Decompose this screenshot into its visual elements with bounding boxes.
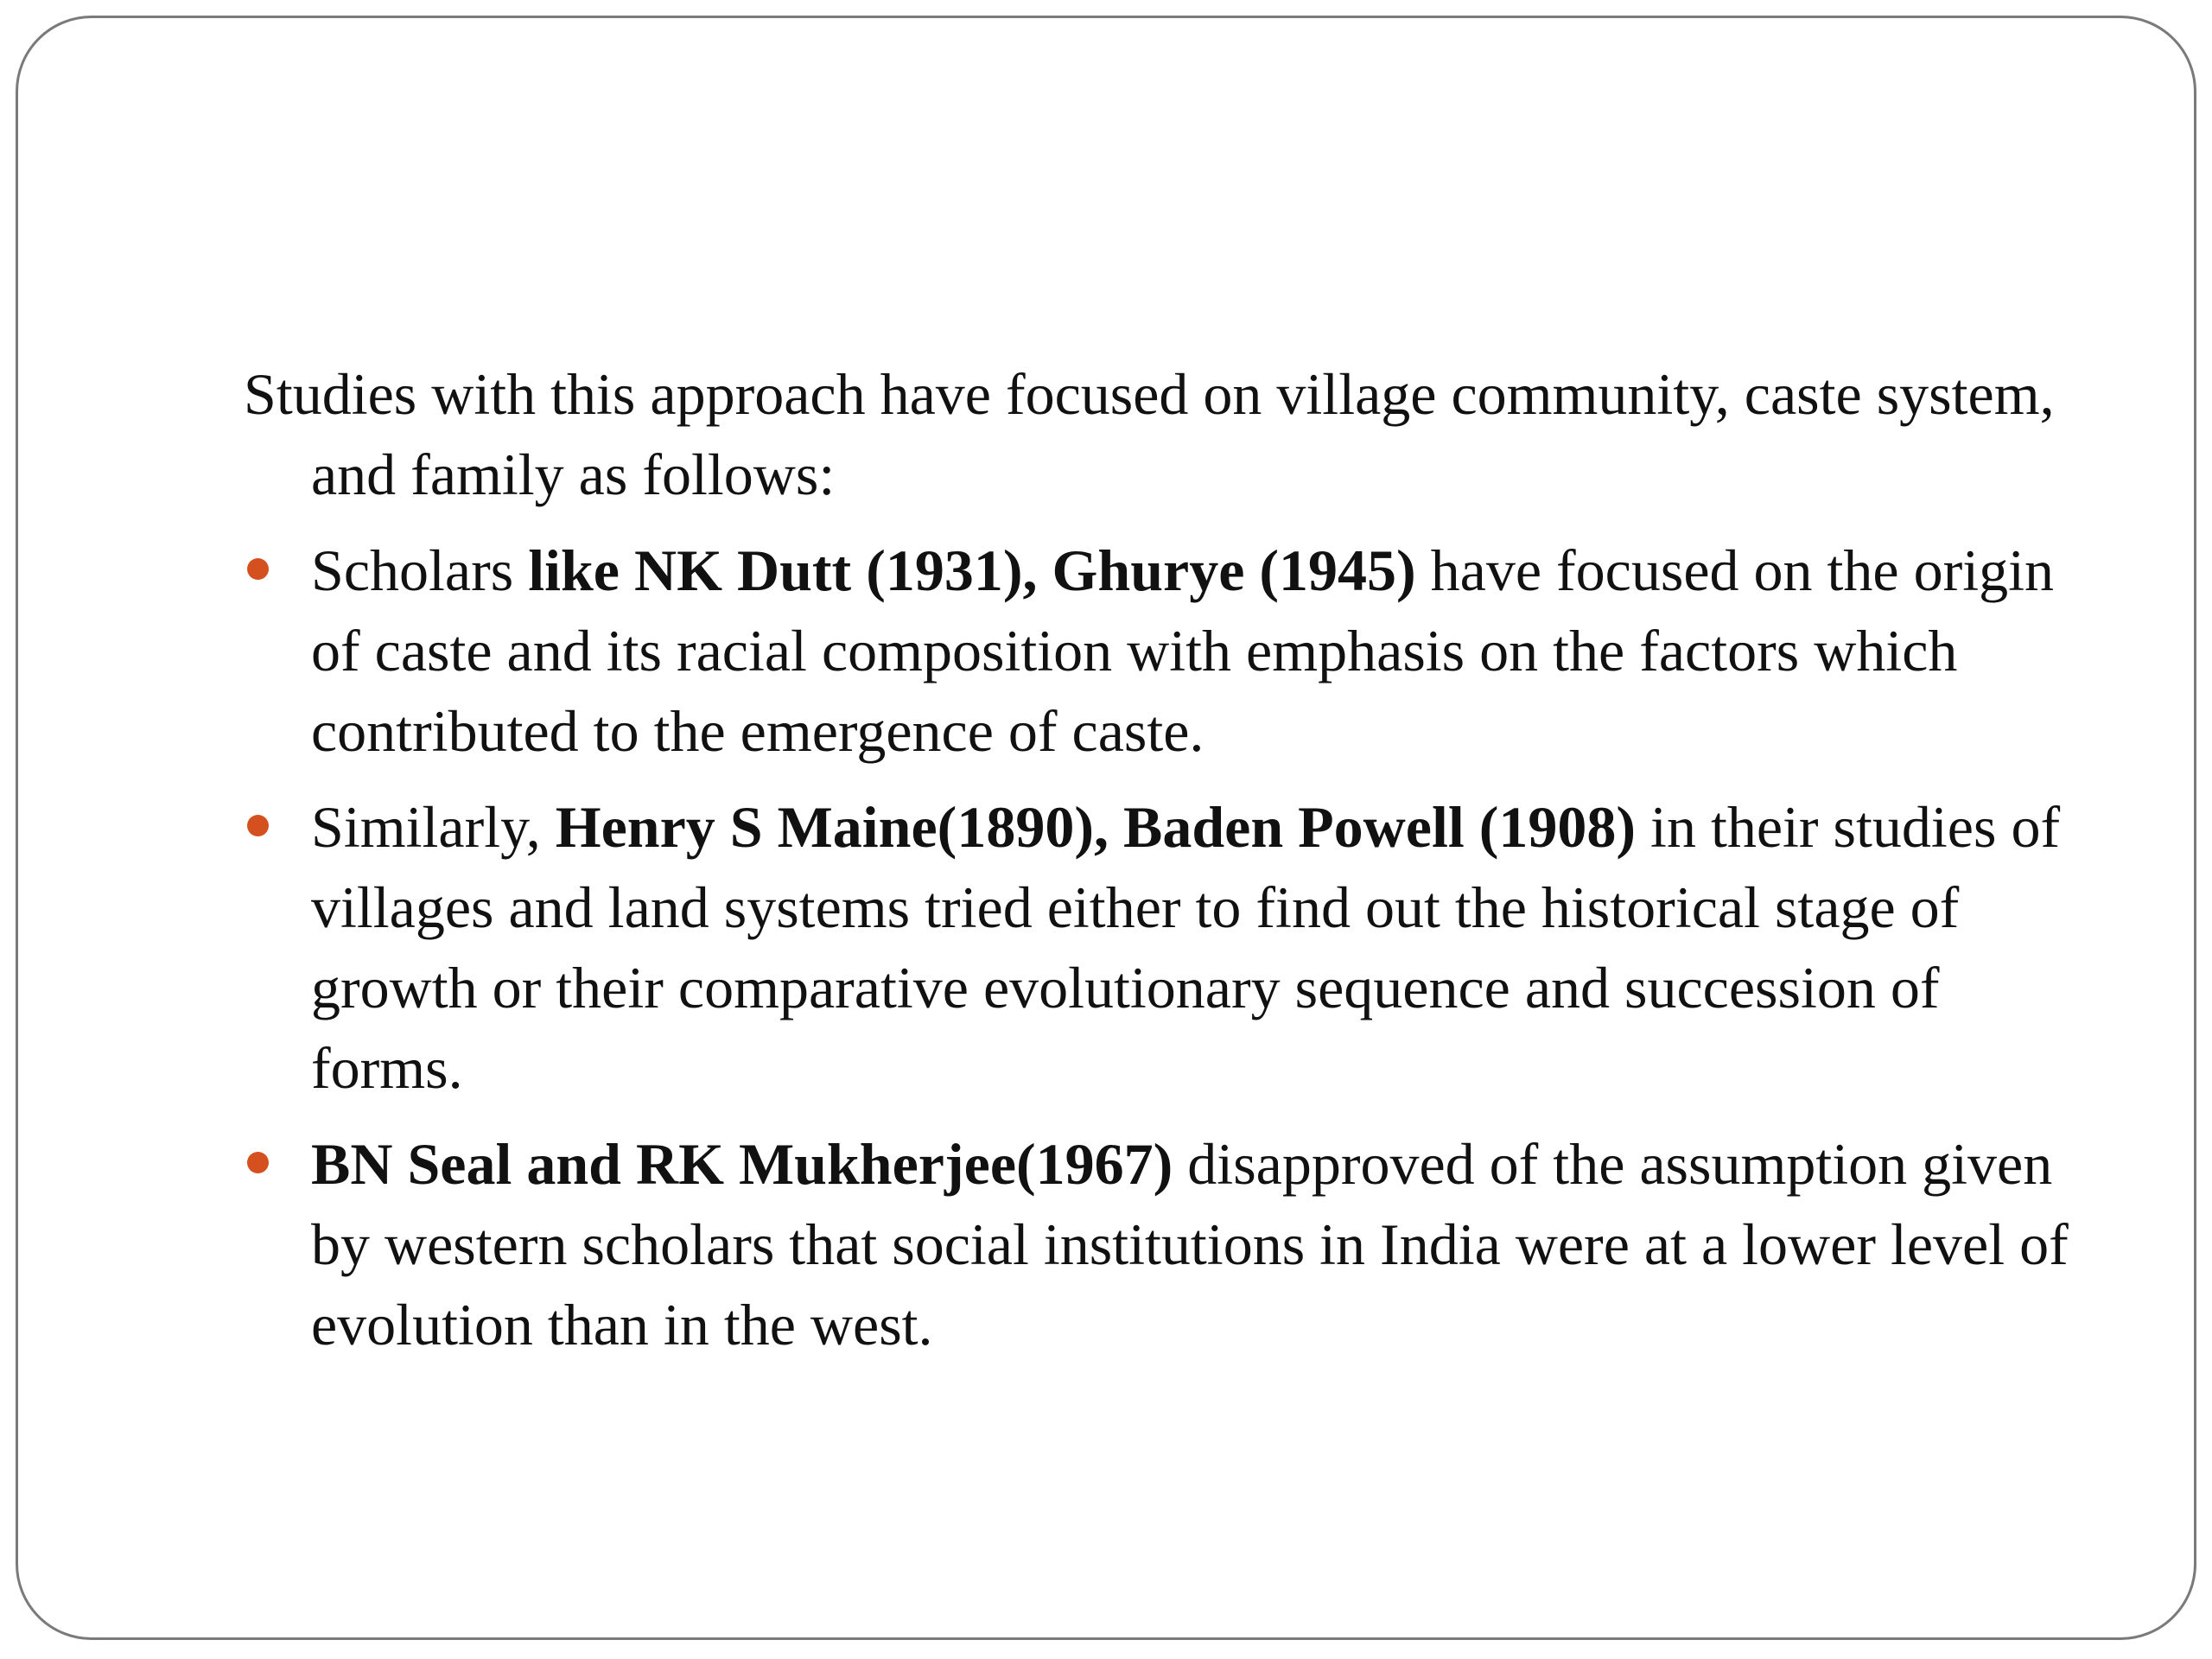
bullet-list [244, 531, 2093, 1365]
bullet-dot-icon [247, 815, 269, 836]
intro-paragraph: Studies with this approach have focused on village community, caste system, and family as follows: [244, 361, 2055, 507]
bullet-text-after: disapproved of the assumption given by western scholars that social institutions in India were at a lower level of evolution than in the west. [311, 1131, 2069, 1357]
bullet-item-3 [244, 1124, 2093, 1365]
bullet-text-bold: BN Seal and RK Mukherjee(1967) [311, 1131, 1173, 1197]
bullet-text-bold: like NK Dutt (1931), Ghurye (1945) [528, 537, 1416, 603]
bullet-item-1 [244, 531, 2093, 772]
bullet-text-after: have focused on the origin of caste and its racial composition with emphasis on the factors which contributed to the emergence of caste. [311, 537, 2055, 764]
bullet-item-2 [244, 787, 2093, 1109]
bullet-dot-icon [247, 1152, 269, 1173]
bullet-text-before: Similarly, [311, 794, 556, 860]
bullet-dot-icon [247, 558, 269, 580]
bullet-text-after: in their studies of villages and land systems tried either to find out the historical stage of growth or their comparative evolutionary sequence and succession of forms. [311, 794, 2061, 1101]
bullet-text-before: Scholars [311, 537, 529, 603]
bullet-text-bold: Henry S Maine(1890), Baden Powell (1908) [555, 794, 1637, 860]
slide-body [244, 354, 2093, 1381]
